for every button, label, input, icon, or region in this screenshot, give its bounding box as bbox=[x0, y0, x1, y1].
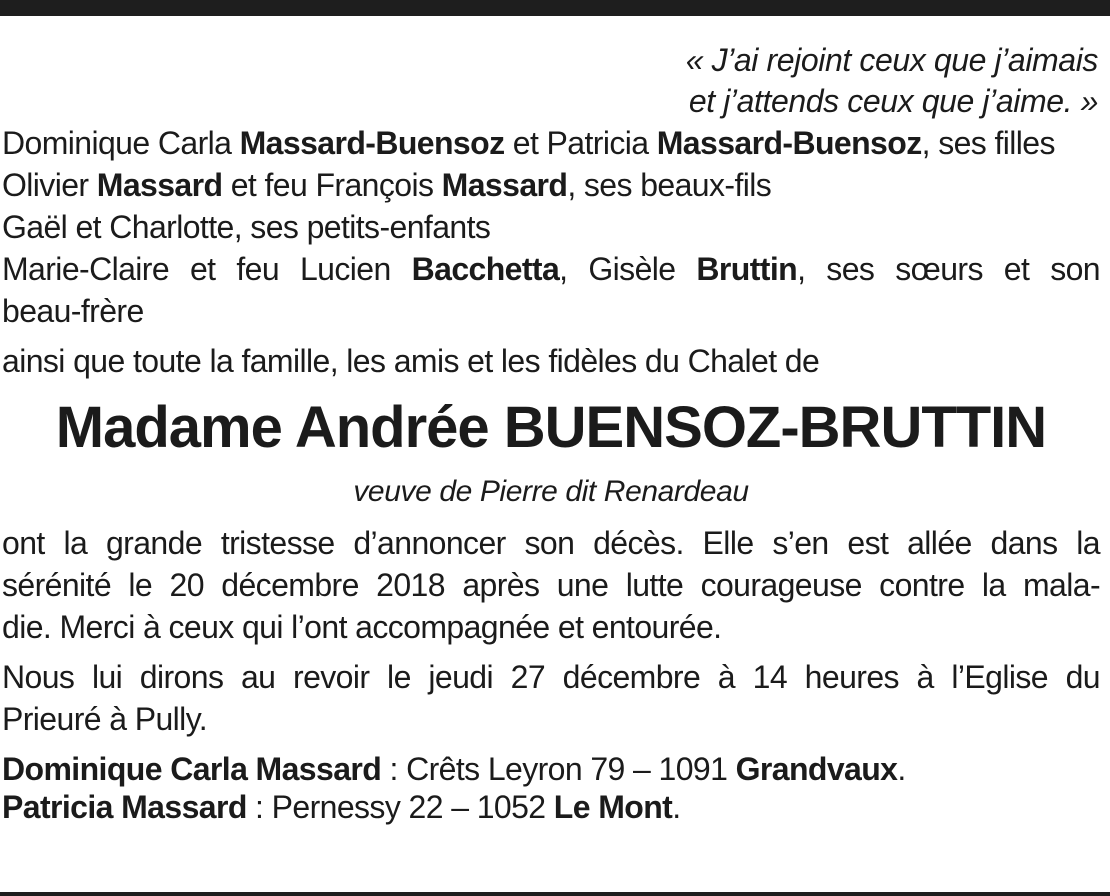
contact-line: Patricia Massard : Pernessy 22 – 1052 Le Mont. bbox=[2, 789, 681, 825]
family-line-sons-in-law: Olivier Massard et feu François Massard, ses beaux-fils bbox=[2, 167, 772, 203]
family-line-daughters: Dominique Carla Massard-Buensoz et Patricia Massard-Buensoz, ses filles bbox=[2, 125, 1055, 161]
announcement-line-1: ont la grande tristesse d’annoncer son décès. Elle s’en est allée dans la bbox=[2, 525, 1100, 561]
top-rule bbox=[0, 0, 1110, 16]
contact-addresses bbox=[2, 750, 1100, 826]
family-line-others: ainsi que toute la famille, les amis et les fidèles du Chalet de bbox=[2, 343, 820, 379]
deceased-widow-of: veuve de Pierre dit Renardeau bbox=[353, 475, 749, 508]
ceremony-line-2: Prieuré à Pully. bbox=[2, 701, 208, 737]
announcement-paragraph bbox=[2, 522, 1100, 648]
family-line-grandchildren: Gaël et Charlotte, ses petits-enfants bbox=[2, 209, 491, 245]
obituary-notice bbox=[2, 40, 1100, 826]
quote-line-1: « J’ai rejoint ceux que j’aimais bbox=[685, 42, 1098, 78]
deceased-name: Madame Andrée BUENSOZ-BRUTTIN bbox=[55, 395, 1047, 460]
announcement-line-2: sérénité le 20 décembre 2018 après une lutte courageuse contre la mala- bbox=[2, 567, 1100, 603]
family-line-brother-in-law: beau-frère bbox=[2, 293, 144, 329]
contact-line: Dominique Carla Massard : Crêts Leyron 79 – 1091 Grandvaux. bbox=[2, 751, 906, 787]
ceremony-line-1: Nous lui dirons au revoir le jeudi 27 décembre à 14 heures à l’Eglise du bbox=[2, 659, 1100, 695]
family-list bbox=[2, 122, 1100, 382]
announcement-line-3: die. Merci à ceux qui l’ont accompagnée et entourée. bbox=[2, 609, 722, 645]
ceremony-paragraph bbox=[2, 656, 1100, 740]
bottom-rule bbox=[0, 892, 1110, 896]
epigraph-quote bbox=[2, 40, 1100, 122]
quote-line-2: et j’attends ceux que j’aime. » bbox=[688, 83, 1098, 119]
family-line-sisters: Marie-Claire et feu Lucien Bacchetta, Gisèle Bruttin, ses sœurs et son bbox=[2, 251, 1101, 287]
